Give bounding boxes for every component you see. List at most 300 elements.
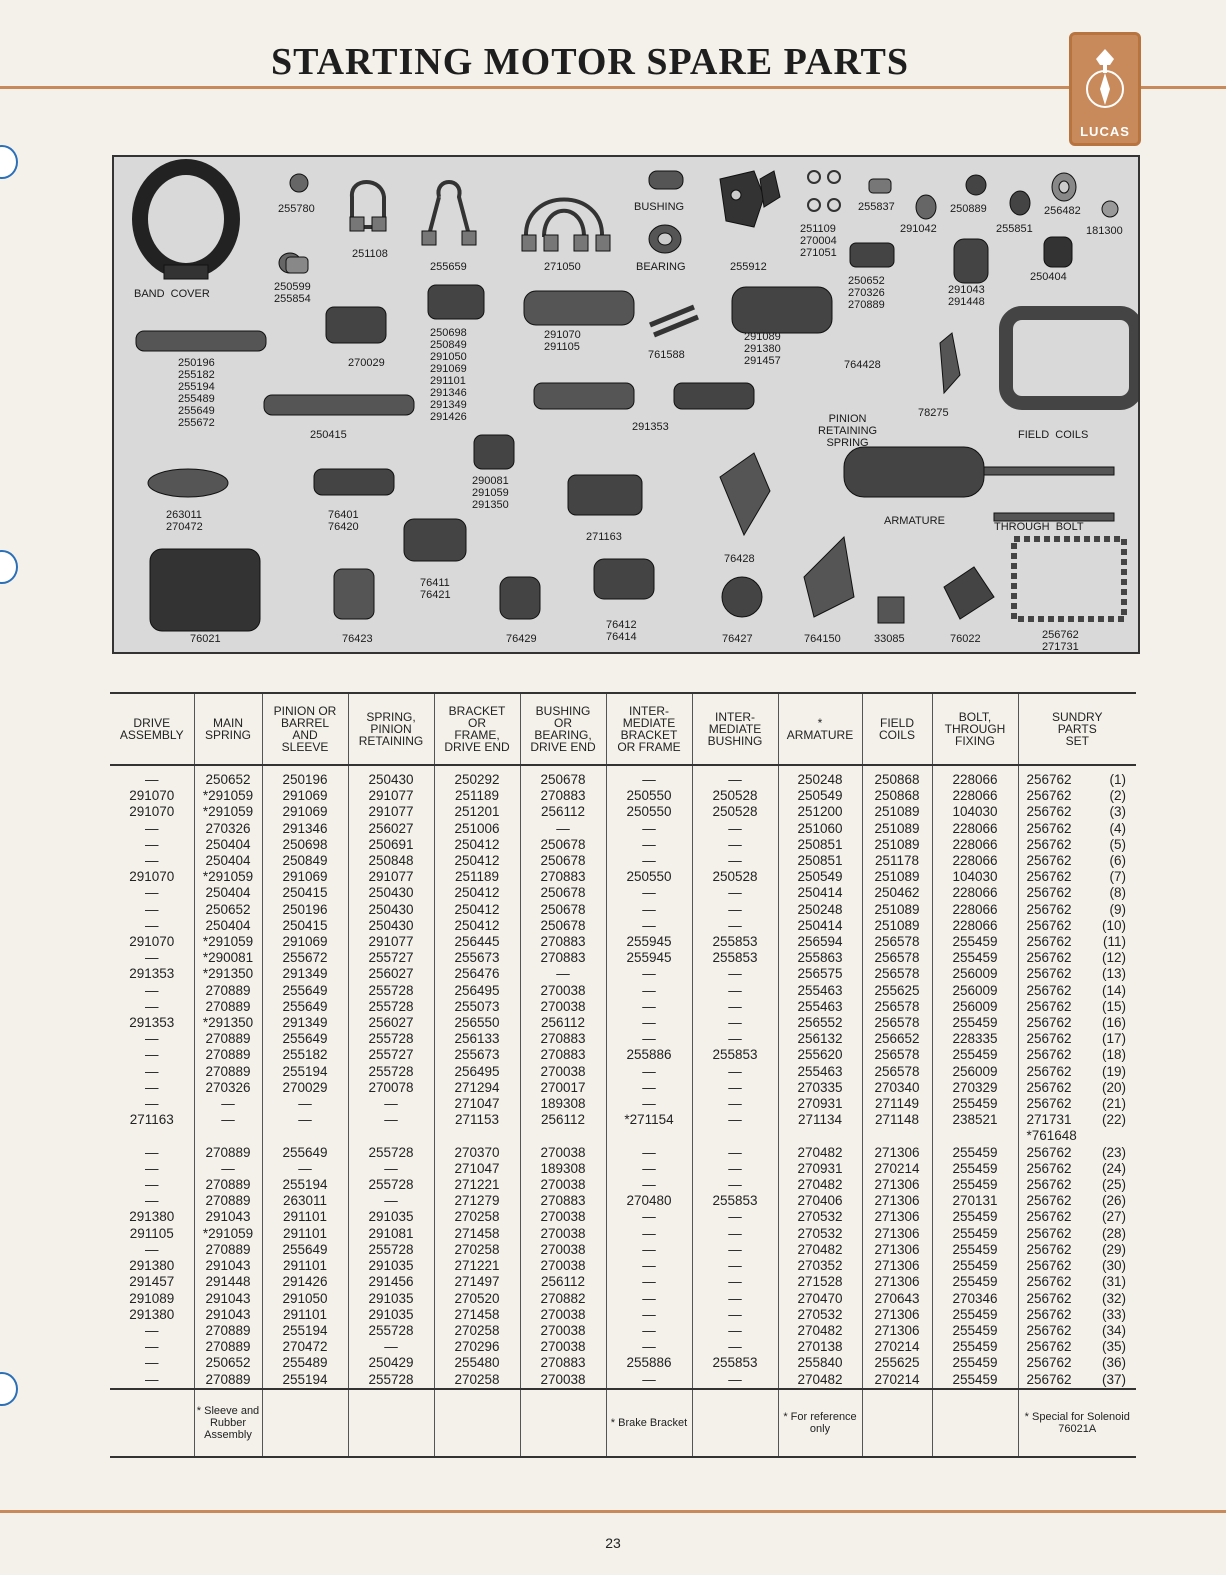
sundry-part-number: 256762: [1026, 853, 1072, 869]
table-cell: —: [692, 1177, 778, 1193]
table-cell: 291043: [194, 1209, 262, 1225]
table-cell: —: [692, 821, 778, 837]
table-cell: 270346: [932, 1291, 1018, 1307]
photo-label: 76429: [506, 633, 537, 645]
table-cell: 250404: [194, 837, 262, 853]
table-row: [110, 853, 1136, 869]
table-cell: 271221: [434, 1258, 520, 1274]
table-cell: 251089: [862, 821, 932, 837]
table-cell: 255073: [434, 999, 520, 1015]
table-cell: 250678: [520, 837, 606, 853]
table-cell: 270329: [932, 1080, 1018, 1096]
page-number: 23: [605, 1535, 621, 1551]
table-row: [110, 1355, 1136, 1371]
table-row: [110, 1291, 1136, 1307]
table-cell: —: [262, 1096, 348, 1112]
table-cell: 271528: [778, 1274, 862, 1290]
table-cell: 250412: [434, 885, 520, 901]
table-cell: 271279: [434, 1193, 520, 1209]
table-header-row: [110, 693, 1136, 765]
table-cell: [606, 1128, 692, 1144]
table-cell: [1018, 869, 1136, 885]
table-cell: 291070: [129, 869, 175, 885]
table-cell: 270258: [434, 1209, 520, 1225]
table-cell: 256495: [434, 1064, 520, 1080]
table-cell: 270038: [520, 1242, 606, 1258]
table-cell: 291043: [194, 1291, 262, 1307]
table-cell: 256495: [434, 983, 520, 999]
table-cell: —: [348, 1193, 434, 1209]
table-cell: 270889: [194, 1177, 262, 1193]
sundry-part-number: 256762: [1026, 966, 1072, 982]
table-cell: 291353: [129, 966, 175, 982]
table-cell: —: [145, 853, 159, 869]
photo-label: 250404: [1030, 271, 1067, 283]
table-cell: [1018, 966, 1136, 982]
table-cell: 271306: [862, 1258, 932, 1274]
table-cell: —: [692, 1226, 778, 1242]
row-index: (17): [1101, 1031, 1126, 1047]
table-cell: —: [194, 1096, 262, 1112]
table-cell: 255853: [692, 1355, 778, 1371]
table-row: [110, 1015, 1136, 1031]
sundry-part-number: 256762: [1026, 1355, 1072, 1371]
table-cell: 271306: [862, 1307, 932, 1323]
table-row: [110, 1226, 1136, 1242]
table-cell: 256575: [778, 966, 862, 982]
row-index: (31): [1101, 1274, 1126, 1290]
table-cell: [1018, 1080, 1136, 1096]
table-cell: —: [692, 837, 778, 853]
table-row: [110, 1031, 1136, 1047]
table-cell: 255840: [778, 1355, 862, 1371]
photo-label: 764150: [804, 633, 841, 645]
table-cell: [520, 1128, 606, 1144]
photo-label: 271163: [586, 531, 622, 543]
table-cell: 291380: [129, 1209, 175, 1225]
photo-label: 255780: [278, 203, 315, 215]
table-cell: 270470: [778, 1291, 862, 1307]
table-cell: 250462: [862, 885, 932, 901]
table-cell: 256578: [862, 1047, 932, 1063]
table-cell: 228066: [932, 902, 1018, 918]
table-cell: 255459: [932, 1307, 1018, 1323]
table-cell: 250868: [862, 788, 932, 804]
table-cell: —: [692, 1064, 778, 1080]
table-cell: [262, 1128, 348, 1144]
photo-label: 291043 291448: [948, 284, 985, 308]
table-cell: —: [262, 1161, 348, 1177]
table-cell: 270038: [520, 1226, 606, 1242]
table-cell: —: [606, 885, 692, 901]
table-cell: 270520: [434, 1291, 520, 1307]
table-row: [110, 1209, 1136, 1225]
table-cell: 228335: [932, 1031, 1018, 1047]
table-cell: 250248: [778, 765, 862, 788]
footnote-cell: [932, 1389, 1018, 1457]
table-cell: 271306: [862, 1193, 932, 1209]
table-cell: 255459: [932, 1274, 1018, 1290]
table-cell: 270889: [194, 1145, 262, 1161]
table-cell: 270038: [520, 1339, 606, 1355]
row-index: (12): [1101, 950, 1126, 966]
row-index: (5): [1109, 836, 1126, 852]
photo-label: 291070 291105: [544, 329, 581, 353]
table-cell: 250528: [692, 804, 778, 820]
table-cell: [692, 1128, 778, 1144]
table-row: [110, 837, 1136, 853]
table-cell: —: [145, 1322, 159, 1338]
table-cell: 250678: [520, 765, 606, 788]
sundry-part-number: 256762: [1026, 1290, 1072, 1306]
table-cell: 255728: [348, 1177, 434, 1193]
table-cell: *291059: [194, 934, 262, 950]
footnote-cell: * For reference only: [778, 1389, 862, 1457]
row-index: (34): [1101, 1322, 1126, 1338]
table-cell: 250848: [348, 853, 434, 869]
table-cell: —: [692, 1258, 778, 1274]
table-cell: [1018, 1355, 1136, 1371]
table-cell: 291035: [348, 1258, 434, 1274]
row-index: (10): [1101, 917, 1126, 933]
table-cell: [1018, 1177, 1136, 1193]
photo-label: 76411 76421: [420, 577, 451, 601]
table-cell: —: [692, 1096, 778, 1112]
sundry-part-number: 256762: [1026, 1339, 1072, 1355]
table-cell: [1018, 1096, 1136, 1112]
table-cell: —: [145, 982, 159, 998]
table-cell: 189308: [520, 1161, 606, 1177]
table-cell: 250550: [606, 788, 692, 804]
row-index: (11): [1102, 934, 1126, 950]
table-cell: 250698: [262, 837, 348, 853]
photo-label: 250652 270326 270889: [848, 275, 885, 311]
table-cell: 270931: [778, 1161, 862, 1177]
table-cell: [1018, 1015, 1136, 1031]
table-cell: —: [262, 1112, 348, 1128]
table-cell: —: [606, 1323, 692, 1339]
sundry-part-number: 256762: [1026, 901, 1072, 917]
row-index: (4): [1109, 820, 1126, 836]
table-cell: —: [145, 885, 159, 901]
table-cell: 250652: [194, 765, 262, 788]
table-cell: 270482: [778, 1145, 862, 1161]
photo-label: 263011 270472: [166, 509, 203, 533]
photo-label: 255912: [730, 261, 767, 273]
table-cell: —: [145, 1031, 159, 1047]
table-cell: 250549: [778, 788, 862, 804]
sundry-part-number: 256762: [1026, 1015, 1072, 1031]
table-cell: [110, 1128, 194, 1144]
table-cell: —: [692, 1372, 778, 1389]
sundry-part-number: 256762: [1026, 950, 1072, 966]
table-cell: 255459: [932, 1242, 1018, 1258]
photo-label: THROUGH BOLT: [994, 521, 1084, 533]
table-cell: —: [606, 966, 692, 982]
table-cell: —: [145, 1063, 159, 1079]
row-index: (26): [1101, 1193, 1126, 1209]
photo-label: 76021: [190, 633, 221, 645]
table-cell: —: [692, 918, 778, 934]
table-cell: 255480: [434, 1355, 520, 1371]
table-cell: [1018, 1064, 1136, 1080]
table-cell: 250528: [692, 788, 778, 804]
row-index: (9): [1109, 901, 1126, 917]
table-cell: —: [606, 1080, 692, 1096]
row-index: (32): [1101, 1290, 1126, 1306]
table-cell: 256445: [434, 934, 520, 950]
table-cell: [1018, 804, 1136, 820]
table-cell: 251201: [434, 804, 520, 820]
table-row: [110, 1145, 1136, 1161]
table-cell: 270038: [520, 1323, 606, 1339]
table-cell: 291457: [129, 1274, 175, 1290]
sundry-part-number: 256762: [1026, 772, 1072, 787]
table-cell: 256652: [862, 1031, 932, 1047]
row-index: (16): [1101, 1015, 1126, 1031]
photo-label: 76428: [724, 553, 755, 565]
table-cell: 251060: [778, 821, 862, 837]
table-cell: 291089: [129, 1290, 175, 1306]
table-cell: —: [692, 1242, 778, 1258]
table-cell: 256112: [520, 1015, 606, 1031]
table-cell: —: [692, 1291, 778, 1307]
sundry-part-number: 256762: [1026, 1160, 1072, 1176]
sundry-part-number: 256762: [1026, 1177, 1072, 1193]
table-cell: 255463: [778, 999, 862, 1015]
table-cell: 256009: [932, 999, 1018, 1015]
table-cell: 291353: [129, 1015, 175, 1031]
table-cell: 228066: [932, 765, 1018, 788]
table-row: [110, 983, 1136, 999]
table-cell: [1018, 788, 1136, 804]
table-cell: 270138: [778, 1339, 862, 1355]
table-cell: —: [145, 772, 159, 787]
table-cell: —: [145, 1160, 159, 1176]
table-cell: 250414: [778, 885, 862, 901]
table-row: [110, 869, 1136, 885]
table-cell: —: [692, 765, 778, 788]
table-cell: —: [606, 983, 692, 999]
table-cell: 189308: [520, 1096, 606, 1112]
footnote-cell: [110, 1389, 194, 1457]
table-cell: —: [606, 1209, 692, 1225]
table-cell: 270889: [194, 983, 262, 999]
table-cell: 255194: [262, 1177, 348, 1193]
table-cell: 255673: [434, 1047, 520, 1063]
table-cell: 250404: [194, 853, 262, 869]
table-cell: 270482: [778, 1372, 862, 1389]
table-cell: 250412: [434, 902, 520, 918]
table-cell: 271134: [778, 1112, 862, 1128]
table-cell: —: [520, 821, 606, 837]
table-cell: 270472: [262, 1339, 348, 1355]
table-cell: 256027: [348, 821, 434, 837]
table-cell: 270532: [778, 1307, 862, 1323]
table-cell: [1018, 902, 1136, 918]
footnote-cell: [348, 1389, 434, 1457]
table-cell: —: [606, 1339, 692, 1355]
table-cell: 255194: [262, 1323, 348, 1339]
table-cell: 255945: [606, 950, 692, 966]
table-cell: 256009: [932, 983, 1018, 999]
table-cell: —: [606, 1274, 692, 1290]
column-header: SPRING, PINION RETAINING: [348, 693, 434, 765]
table-cell: 250678: [520, 885, 606, 901]
table-cell: —: [348, 1112, 434, 1128]
table-cell: [1018, 1209, 1136, 1225]
photo-label: 255837: [858, 201, 895, 213]
table-cell: 256009: [932, 1064, 1018, 1080]
photo-label: 256762 271731: [1042, 629, 1079, 653]
sundry-part-number: 256762: [1026, 804, 1072, 820]
table-cell: 270889: [194, 999, 262, 1015]
table-cell: 255459: [932, 1372, 1018, 1389]
table-cell: 270038: [520, 1209, 606, 1225]
table-cell: 255459: [932, 1258, 1018, 1274]
table-cell: 271153: [434, 1112, 520, 1128]
table-cell: 228066: [932, 821, 1018, 837]
table-cell: 228066: [932, 885, 1018, 901]
table-cell: 255649: [262, 1242, 348, 1258]
row-index: (3): [1109, 804, 1126, 820]
table-cell: 270352: [778, 1258, 862, 1274]
table-cell: —: [194, 1161, 262, 1177]
table-cell: —: [194, 1112, 262, 1128]
table-cell: 270038: [520, 1307, 606, 1323]
photo-label: 291353: [632, 421, 669, 433]
sundry-part-number: 256762: [1026, 998, 1072, 1014]
photo-label: 76412 76414: [606, 619, 637, 643]
footnote-cell: [520, 1389, 606, 1457]
table-cell: 250412: [434, 853, 520, 869]
table-cell: 255620: [778, 1047, 862, 1063]
sundry-part-number: 271731: [1026, 1112, 1072, 1128]
sundry-part-number: 256762: [1026, 788, 1072, 804]
table-cell: 255853: [692, 934, 778, 950]
table-cell: —: [692, 983, 778, 999]
table-cell: 271047: [434, 1161, 520, 1177]
table-cell: 270883: [520, 1031, 606, 1047]
table-cell: —: [606, 999, 692, 1015]
sundry-part-number: 256762: [1026, 1371, 1072, 1387]
table-cell: 255649: [262, 983, 348, 999]
table-cell: 270532: [778, 1226, 862, 1242]
table-cell: 291456: [348, 1274, 434, 1290]
table-cell: —: [606, 1242, 692, 1258]
table-cell: —: [145, 1371, 159, 1387]
table-cell: 270889: [194, 1031, 262, 1047]
table-row: [110, 1258, 1136, 1274]
table-cell: —: [145, 1339, 159, 1355]
footnote-cell: * Special for Solenoid 76021A: [1018, 1389, 1136, 1457]
table-cell: —: [606, 821, 692, 837]
footnote-cell: [862, 1389, 932, 1457]
table-row: [110, 1274, 1136, 1290]
table-cell: —: [606, 1226, 692, 1242]
row-index: (23): [1101, 1144, 1126, 1160]
table-row: [110, 1242, 1136, 1258]
table-cell: 270883: [520, 869, 606, 885]
photo-label: 761588: [648, 349, 685, 361]
table-row: [110, 902, 1136, 918]
row-index: (30): [1101, 1258, 1126, 1274]
row-index: (21): [1101, 1096, 1126, 1112]
table-cell: —: [145, 820, 159, 836]
table-cell: 291448: [194, 1274, 262, 1290]
table-cell: 250404: [194, 885, 262, 901]
table-cell: —: [606, 1177, 692, 1193]
table-row: [110, 821, 1136, 837]
table-cell: 256578: [862, 966, 932, 982]
photo-label: 76423: [342, 633, 373, 645]
table-cell: 228066: [932, 788, 1018, 804]
table-cell: 291081: [348, 1226, 434, 1242]
table-row: [110, 1323, 1136, 1339]
sundry-part-number: 256762: [1026, 1063, 1072, 1079]
table-cell: —: [145, 836, 159, 852]
table-cell: —: [145, 1079, 159, 1095]
table-row: [110, 1047, 1136, 1063]
table-cell: —: [145, 1144, 159, 1160]
sundry-part-number: 256762: [1026, 1274, 1072, 1290]
footnote-cell: * Brake Bracket: [606, 1389, 692, 1457]
row-index: (8): [1109, 885, 1126, 901]
table-row: [110, 885, 1136, 901]
table-cell: —: [145, 1096, 159, 1112]
sundry-part-number: 256762: [1026, 1079, 1072, 1095]
table-cell: 270883: [520, 1047, 606, 1063]
sundry-part-number: 256762: [1026, 1322, 1072, 1338]
table-cell: 250550: [606, 804, 692, 820]
table-row: [110, 1372, 1136, 1389]
table-cell: [1018, 821, 1136, 837]
table-cell: 255853: [692, 1047, 778, 1063]
column-header: BUSHING OR BEARING, DRIVE END: [520, 693, 606, 765]
sundry-part-number: 256762: [1026, 1144, 1072, 1160]
table-cell: [1018, 837, 1136, 853]
table-cell: 104030: [932, 804, 1018, 820]
table-cell: 291069: [262, 788, 348, 804]
table-cell: 270480: [606, 1193, 692, 1209]
table-cell: 255459: [932, 1209, 1018, 1225]
table-cell: 271149: [862, 1096, 932, 1112]
row-index: (6): [1109, 853, 1126, 869]
footnote-cell: * Sleeve and Rubber Assembly: [194, 1389, 262, 1457]
table-row: [110, 1161, 1136, 1177]
table-cell: 270532: [778, 1209, 862, 1225]
table-cell: —: [606, 1145, 692, 1161]
column-header: INTER- MEDIATE BUSHING: [692, 693, 778, 765]
table-cell: 250678: [520, 918, 606, 934]
table-cell: 256578: [862, 934, 932, 950]
table-cell: 271306: [862, 1242, 932, 1258]
table-cell: 255728: [348, 1372, 434, 1389]
table-cell: 250196: [262, 765, 348, 788]
table-cell: 270038: [520, 1258, 606, 1274]
table-cell: 270038: [520, 1177, 606, 1193]
table-cell: 256027: [348, 966, 434, 982]
table-cell: 255728: [348, 999, 434, 1015]
table-cell: 271306: [862, 1274, 932, 1290]
photo-label: 33085: [874, 633, 905, 645]
table-cell: —: [606, 1307, 692, 1323]
table-cell: [1018, 1339, 1136, 1355]
lucas-emblem-icon: [1082, 45, 1128, 121]
table-cell: 291043: [194, 1307, 262, 1323]
table-cell: 250414: [778, 918, 862, 934]
table-cell: 263011: [262, 1193, 348, 1209]
